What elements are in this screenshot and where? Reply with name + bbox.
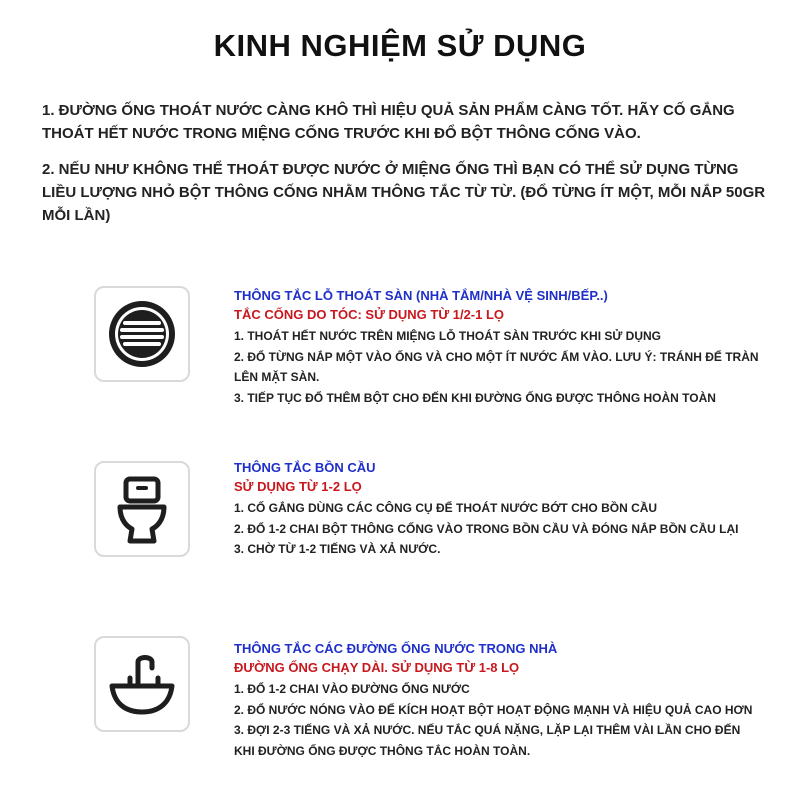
toilet-icon bbox=[94, 461, 190, 557]
steps-list bbox=[234, 326, 764, 408]
step-item: 1. CỐ GẮNG DÙNG CÁC CÔNG CỤ ĐỂ THOÁT NƯỚC BỚT CHO BỒN CẦU bbox=[234, 501, 658, 515]
section-subheading: TẮC CỐNG DO TÓC: SỬ DỤNG TỪ 1/2-1 LỌ bbox=[234, 307, 505, 322]
step-item: 2. ĐỔ 1-2 CHAI BỘT THÔNG CỐNG VÀO TRONG BỒN CẦU VÀ ĐÓNG NẮP BỒN CẦU LẠI bbox=[234, 521, 739, 536]
sink-faucet-icon bbox=[94, 636, 190, 732]
step-item: 3. ĐỢI 2-3 TIẾNG VÀ XẢ NƯỚC. NẾU TẮC QUÁ NẶNG, LẶP LẠI THÊM VÀI LẦN CHO ĐẾN KHI ĐƯỜNG ỐNG ĐƯỢC THÔNG TẮC HOÀN TOÀN. bbox=[234, 723, 741, 758]
section-heading: THÔNG TẮC CÁC ĐƯỜNG ỐNG NƯỚC TRONG NHÀ bbox=[234, 641, 558, 656]
section-subheading: ĐƯỜNG ỐNG CHẠY DÀI. SỬ DỤNG TỪ 1-8 LỌ bbox=[234, 660, 520, 675]
step-item: 3. TIẾP TỤC ĐỔ THÊM BỘT CHO ĐẾN KHI ĐƯỜNG ỐNG ĐƯỢC THÔNG HOÀN TOÀN bbox=[234, 390, 716, 405]
step-item: 1. THOÁT HẾT NƯỚC TRÊN MIỆNG LỖ THOÁT SÀN TRƯỚC KHI SỬ DỤNG bbox=[234, 329, 662, 343]
step-item: 3. CHỜ TỪ 1-2 TIẾNG VÀ XẢ NƯỚC. bbox=[234, 542, 441, 556]
step-item: 2. ĐỔ TỪNG NẮP MỘT VÀO ỐNG VÀ CHO MỘT ÍT NƯỚC ẤM VÀO. LƯU Ý: TRÁNH ĐỂ TRÀN LÊN MẶT SÀN. bbox=[234, 349, 759, 384]
page-title: KINH NGHIỆM SỬ DỤNG bbox=[213, 28, 587, 63]
steps-list bbox=[234, 498, 764, 560]
section-subheading: SỬ DỤNG TỪ 1-2 LỌ bbox=[234, 479, 362, 494]
section-heading: THÔNG TẮC BỒN CẦU bbox=[234, 460, 376, 475]
section-heading: THÔNG TẮC LỖ THOÁT SÀN (NHÀ TẮM/NHÀ VỆ SINH/BẾP..) bbox=[234, 288, 608, 303]
intro-tip-2: 2. NẾU NHƯ KHÔNG THỂ THOÁT ĐƯỢC NƯỚC Ở MIỆNG ỐNG THÌ BẠN CÓ THỂ SỬ DỤNG TỪNG LIỀU LƯỢNG NHỎ BỘT THÔNG CỐNG NHẰM THÔNG TẮC TỪ TỪ. (ĐỔ TỪNG ÍT MỘT, MỖI NẮP 50GR MỖI LẦN) bbox=[42, 161, 766, 224]
step-item: 1. ĐỔ 1-2 CHAI VÀO ĐƯỜNG ỐNG NƯỚC bbox=[234, 682, 470, 696]
intro-tip-1: 1. ĐƯỜNG ỐNG THOÁT NƯỚC CÀNG KHÔ THÌ HIỆU QUẢ SẢN PHẨM CÀNG TỐT. HÃY CỐ GẮNG THOÁT HẾT NƯỚC TRONG MIỆNG CỐNG TRƯỚC KHI ĐỔ BỘT THÔNG CỐNG VÀO. bbox=[42, 102, 735, 142]
floor-drain-icon bbox=[94, 286, 190, 382]
step-item: 2. ĐỔ NƯỚC NÓNG VÀO ĐỂ KÍCH HOẠT BỘT HOẠT ĐỘNG MẠNH VÀ HIỆU QUẢ CAO HƠN bbox=[234, 702, 753, 717]
steps-list bbox=[234, 679, 764, 761]
